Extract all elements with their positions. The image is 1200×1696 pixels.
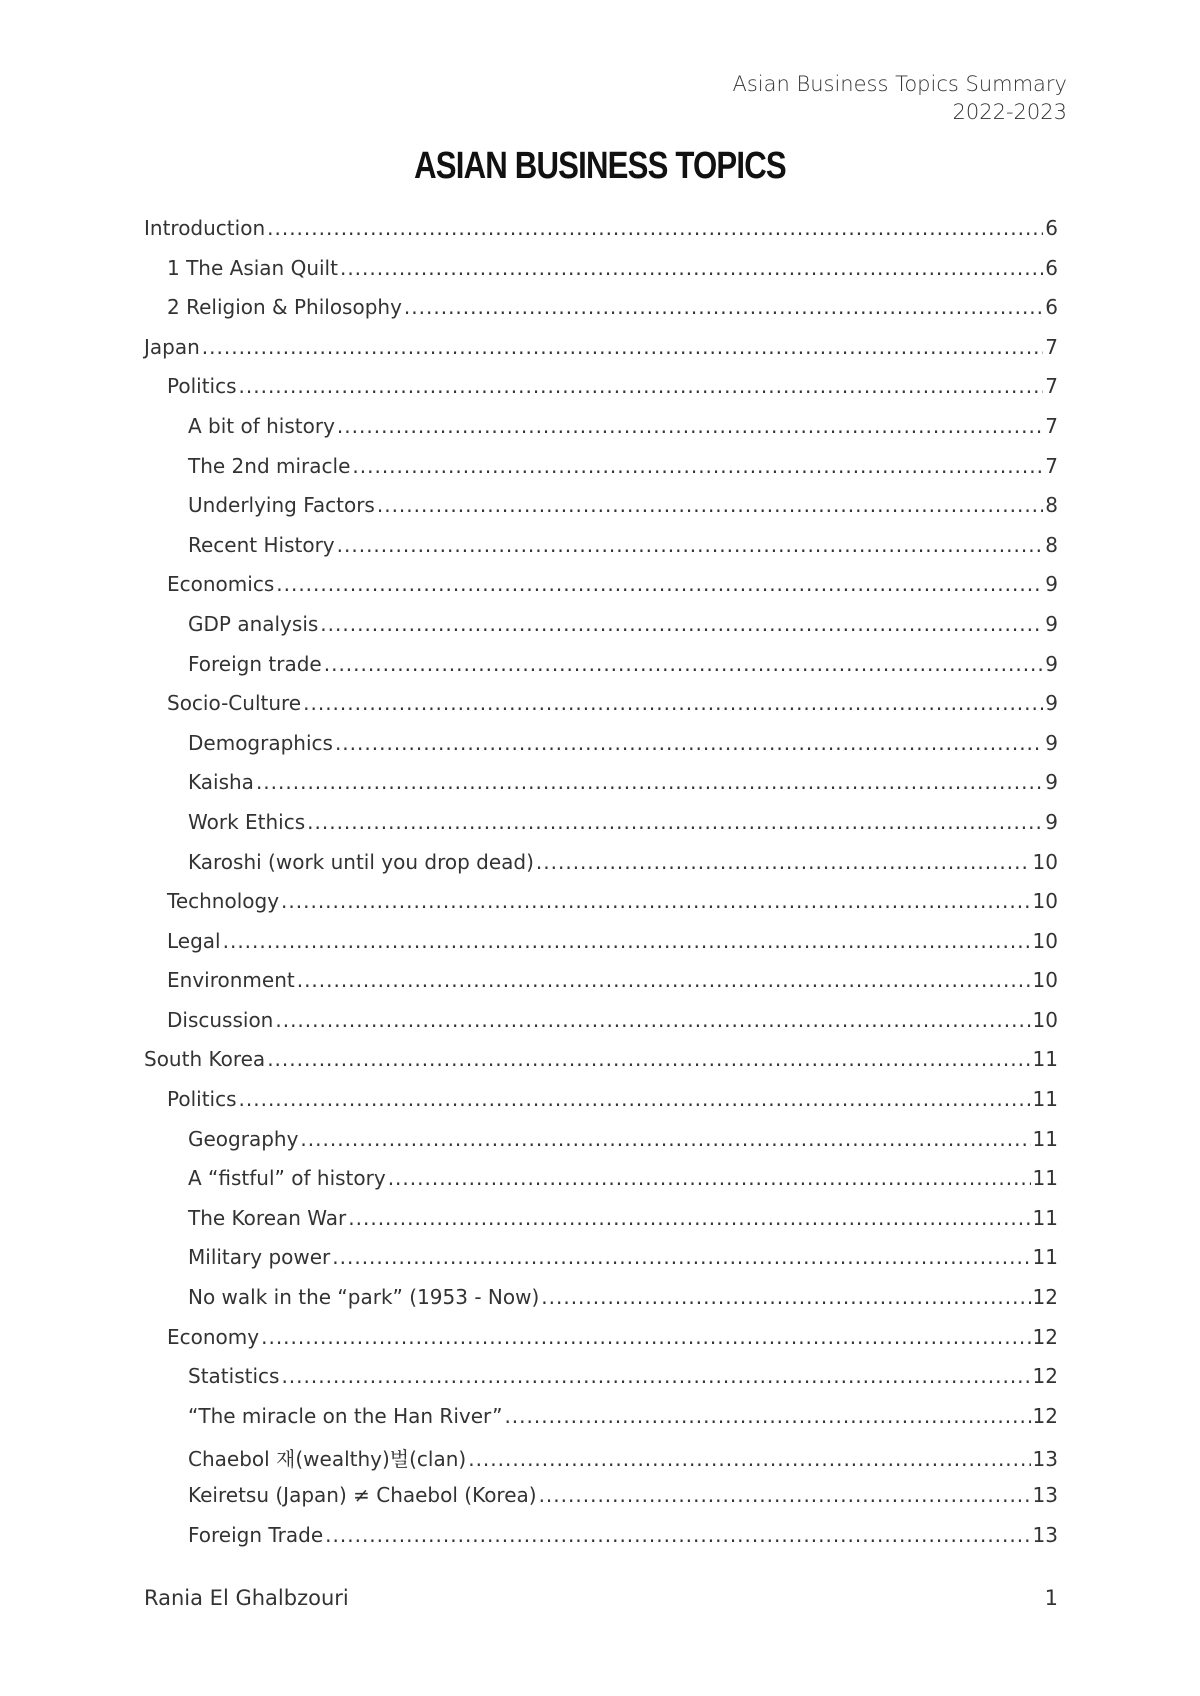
toc-entry-title: Chaebol 재(wealthy)벌(clan) — [188, 1447, 467, 1472]
toc-entry-title: Japan — [144, 334, 200, 359]
toc-dot-leader — [256, 770, 1043, 794]
toc-dot-leader — [297, 968, 1031, 992]
toc-dot-leader — [320, 612, 1043, 636]
toc-entry[interactable] — [144, 1047, 1058, 1087]
toc-entry-page: 7 — [1045, 413, 1058, 438]
toc-entry-title: Environment — [167, 968, 295, 993]
toc-entry-title: Introduction — [144, 216, 266, 240]
toc-dot-leader — [281, 889, 1031, 913]
toc-entry-title: 1 The Asian Quilt — [167, 255, 338, 280]
toc-entry-page: 9 — [1045, 809, 1058, 834]
toc-entry[interactable] — [144, 1245, 1058, 1285]
toc-entry-page: 12 — [1032, 1364, 1058, 1389]
toc-dot-leader — [332, 1245, 1030, 1269]
toc-dot-leader — [261, 1325, 1030, 1349]
toc-dot-leader — [504, 1404, 1030, 1428]
toc-entry[interactable] — [144, 770, 1058, 810]
toc-entry[interactable] — [144, 454, 1058, 494]
toc-entry-title: Socio-Culture — [167, 691, 302, 716]
toc-entry-title: Economy — [167, 1324, 260, 1349]
toc-entry-title: Military power — [188, 1245, 331, 1270]
toc-entry-title: Economics — [167, 572, 275, 597]
toc-dot-leader — [539, 1483, 1031, 1507]
toc-dot-leader — [324, 652, 1044, 676]
toc-entry-page: 10 — [1032, 928, 1058, 953]
toc-dot-leader — [239, 374, 1044, 398]
toc-entry[interactable] — [144, 612, 1058, 652]
toc-dot-leader — [275, 1008, 1030, 1032]
toc-dot-leader — [541, 1285, 1030, 1309]
toc-dot-leader — [276, 572, 1043, 596]
toc-entry-page: 11 — [1032, 1047, 1058, 1072]
toc-entry-page: 12 — [1032, 1403, 1058, 1428]
toc-entry-page: 10 — [1032, 1007, 1058, 1032]
toc-entry-title: Karoshi (work until you drop dead) — [188, 849, 534, 874]
toc-entry-page: 12 — [1032, 1285, 1058, 1310]
toc-entry-title: Kaisha — [188, 770, 254, 795]
toc-entry-page: 7 — [1045, 453, 1058, 478]
toc-entry-page: 6 — [1045, 216, 1058, 240]
toc-entry-title: No walk in the “park” (1953 - Now) — [188, 1285, 540, 1310]
toc-entry[interactable] — [144, 374, 1058, 414]
toc-entry-page: 13 — [1032, 1447, 1058, 1472]
toc-entry[interactable] — [144, 850, 1058, 890]
toc-entry-title: A bit of history — [188, 413, 335, 438]
toc-entry-title: Demographics — [188, 730, 333, 755]
toc-dot-leader — [267, 216, 1043, 240]
toc-entry[interactable] — [144, 256, 1058, 296]
toc-entry-page: 11 — [1032, 1087, 1058, 1112]
toc-entry[interactable] — [144, 731, 1058, 771]
toc-entry[interactable] — [144, 1483, 1058, 1523]
toc-entry-title: 2 Religion & Philosophy — [167, 295, 402, 320]
toc-entry[interactable] — [144, 1523, 1058, 1563]
toc-entry-title: Foreign trade — [188, 651, 322, 676]
toc-entry[interactable] — [144, 1008, 1058, 1048]
toc-entry-page: 8 — [1045, 493, 1058, 518]
toc-entry-page: 11 — [1032, 1205, 1058, 1230]
toc-entry-page: 11 — [1032, 1245, 1058, 1270]
toc-entry-page: 6 — [1045, 295, 1058, 320]
toc-entry[interactable] — [144, 1364, 1058, 1404]
toc-entry-title: Keiretsu (Japan) ≠ Chaebol (Korea) — [188, 1483, 537, 1507]
toc-dot-leader — [340, 256, 1043, 280]
table-of-contents — [144, 216, 1058, 1562]
toc-entry-page: 9 — [1045, 651, 1058, 676]
toc-entry-page: 9 — [1045, 572, 1058, 597]
toc-entry-page: 6 — [1045, 255, 1058, 280]
toc-entry-page: 11 — [1032, 1166, 1058, 1191]
toc-dot-leader — [337, 533, 1044, 557]
toc-dot-leader — [337, 414, 1043, 438]
toc-entry-page: 9 — [1045, 730, 1058, 755]
toc-entry-page: 13 — [1032, 1522, 1058, 1547]
toc-dot-leader — [303, 691, 1043, 715]
toc-entry[interactable] — [144, 493, 1058, 533]
toc-entry[interactable] — [144, 216, 1058, 256]
toc-entry-page: 10 — [1032, 968, 1058, 993]
toc-entry[interactable] — [144, 1206, 1058, 1246]
toc-dot-leader — [267, 1047, 1030, 1071]
toc-entry-title: Statistics — [188, 1364, 280, 1389]
toc-dot-leader — [335, 731, 1043, 755]
header-document-title: Asian Business Topics Summary — [732, 72, 1067, 96]
toc-entry[interactable] — [144, 652, 1058, 692]
toc-entry-page: 12 — [1032, 1324, 1058, 1349]
toc-entry-title: Work Ethics — [188, 809, 306, 834]
toc-entry[interactable] — [144, 929, 1058, 969]
toc-entry-page: 7 — [1045, 374, 1058, 399]
toc-entry[interactable] — [144, 295, 1058, 335]
toc-entry[interactable] — [144, 1325, 1058, 1365]
toc-entry-page: 9 — [1045, 691, 1058, 716]
toc-entry[interactable] — [144, 414, 1058, 454]
toc-dot-leader — [202, 335, 1043, 359]
toc-entry-title: Politics — [167, 374, 237, 399]
toc-entry-title: Geography — [188, 1126, 299, 1151]
toc-entry-title: Foreign Trade — [188, 1522, 324, 1547]
toc-dot-leader — [325, 1523, 1030, 1547]
toc-entry-title: Underlying Factors — [188, 493, 375, 518]
toc-entry[interactable] — [144, 533, 1058, 573]
toc-entry-page: 8 — [1045, 532, 1058, 557]
toc-entry[interactable] — [144, 1087, 1058, 1127]
toc-dot-leader — [352, 454, 1043, 478]
toc-entry-title: Politics — [167, 1087, 237, 1112]
toc-dot-leader — [300, 1127, 1030, 1151]
toc-entry-title: The 2nd miracle — [188, 453, 351, 478]
toc-entry-title: Recent History — [188, 532, 335, 557]
toc-entry-title: GDP analysis — [188, 611, 319, 636]
toc-dot-leader — [239, 1087, 1031, 1111]
toc-dot-leader — [404, 295, 1043, 319]
toc-entry[interactable] — [144, 1127, 1058, 1167]
toc-entry[interactable] — [144, 691, 1058, 731]
header-academic-year: 2022-2023 — [952, 100, 1067, 124]
toc-entry-page: 10 — [1032, 849, 1058, 874]
toc-entry-title: Discussion — [167, 1007, 274, 1032]
toc-dot-leader — [281, 1364, 1030, 1388]
toc-entry-title: A “fistful” of history — [188, 1166, 386, 1191]
toc-entry-page: 13 — [1032, 1483, 1058, 1507]
toc-entry-title: Legal — [167, 928, 221, 953]
toc-entry[interactable] — [144, 1166, 1058, 1206]
footer-author: Rania El Ghalbzouri — [144, 1586, 349, 1610]
toc-entry[interactable] — [144, 810, 1058, 850]
toc-dot-leader — [307, 810, 1043, 834]
toc-dot-leader — [377, 493, 1043, 517]
footer-page-number: 1 — [1044, 1586, 1058, 1610]
toc-entry-title: South Korea — [144, 1047, 266, 1072]
toc-entry-page: 10 — [1032, 889, 1058, 914]
toc-dot-leader — [348, 1206, 1030, 1230]
toc-dot-leader — [536, 850, 1031, 874]
toc-entry-title: “The miracle on the Han River” — [188, 1403, 503, 1428]
toc-dot-leader — [388, 1166, 1031, 1190]
toc-entry[interactable] — [144, 889, 1058, 929]
page-title: ASIAN BUSINESS TOPICS — [414, 145, 786, 187]
toc-entry-page: 9 — [1045, 770, 1058, 795]
toc-entry-page: 11 — [1032, 1126, 1058, 1151]
toc-entry[interactable] — [144, 1404, 1058, 1444]
toc-entry-page: 7 — [1045, 334, 1058, 359]
toc-entry-page: 9 — [1045, 611, 1058, 636]
toc-entry[interactable] — [144, 1443, 1058, 1483]
toc-entry-title: Technology — [167, 889, 280, 914]
toc-entry[interactable] — [144, 572, 1058, 612]
toc-entry[interactable] — [144, 968, 1058, 1008]
toc-entry[interactable] — [144, 335, 1058, 375]
page-header — [732, 70, 1067, 126]
toc-dot-leader — [223, 929, 1031, 953]
toc-entry[interactable] — [144, 1285, 1058, 1325]
toc-dot-leader — [468, 1447, 1030, 1471]
toc-entry-title: The Korean War — [188, 1205, 347, 1230]
